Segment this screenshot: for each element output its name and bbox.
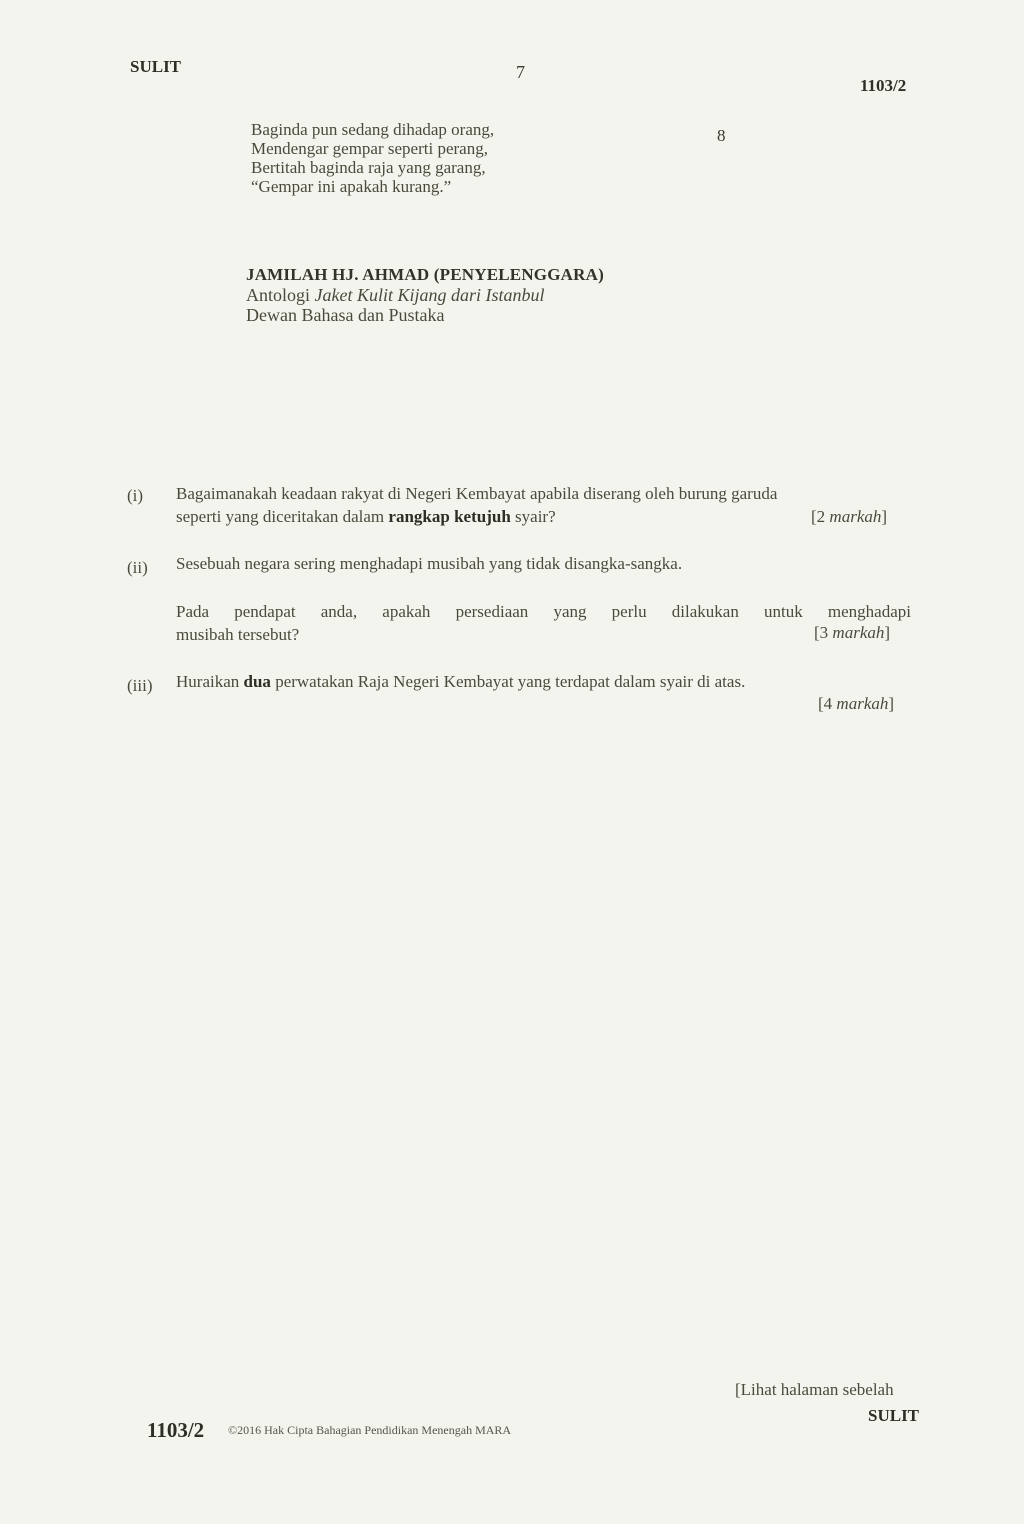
source-publisher: Dewan Bahasa dan Pustaka [246,305,445,325]
footer-next-page: [Lihat halaman sebelah [735,1380,894,1399]
marks-open: [4 [818,694,837,713]
question-ii-line1: Sesebuah negara sering menghadapi musibah yang tidak disangka-sangka. [176,554,683,573]
stanza-line: Bertitah baginda raja yang garang, [251,158,486,177]
question-iii-marks [818,694,894,714]
question-iii-emphasis: dua [243,672,271,691]
question-ii-line2: Pada pendapat anda, apakah persediaan yang perlu dilakukan untuk menghadapi [176,602,911,621]
question-i-emphasis: rangkap ketujuh [388,507,511,526]
footer-sulit-label: SULIT [868,1406,920,1425]
header-left-label: SULIT [130,57,182,76]
page-number: 7 [516,62,525,82]
marks-close: ] [884,623,891,642]
marks-close: ] [888,694,895,713]
source-author: JAMILAH HJ. AHMAD (PENYELENGGARA) [246,265,604,284]
question-i-text-end: syair? [510,507,556,526]
footer-paper-code: 1103/2 [147,1418,205,1442]
marks-open: [3 [814,623,833,642]
question-ii-line3: musibah tersebut? [176,625,300,644]
anthology-title: Jaket Kulit Kijang dari Istanbul [314,285,545,305]
marks-close: ] [881,507,888,526]
question-i-line1: Bagaimanakah keadaan rakyat di Negeri Kembayat apabila diserang oleh burung garuda [176,484,778,503]
marks-word: markah [832,623,885,642]
marks-word: markah [836,694,889,713]
question-ii-marks [814,623,890,643]
question-i-line2 [176,507,556,527]
anthology-prefix: Antologi [246,285,315,305]
stanza-number: 8 [717,126,726,145]
stanza-line: “Gempar ini apakah kurang.” [251,177,452,196]
marks-word: markah [829,507,882,526]
paper-code: 1103/2 [860,76,907,95]
question-i-marks [811,507,887,527]
source-block [246,265,604,325]
stanza-line: Mendengar gempar seperti perang, [251,139,488,158]
question-iii-text-end: perwatakan Raja Negeri Kembayat yang terdapat dalam syair di atas. [270,672,746,691]
question-number-ii: (ii) [127,558,148,577]
question-number-i: (i) [127,486,144,505]
question-number-iii: (iii) [127,676,153,695]
stanza [251,120,494,196]
marks-open: [2 [811,507,830,526]
stanza-line: Baginda pun sedang dihadap orang, [251,120,495,139]
question-i-text: seperti yang diceritakan dalam [176,507,389,526]
footer-copyright: ©2016 Hak Cipta Bahagian Pendidikan Menengah MARA [228,1423,512,1437]
source-anthology [246,285,604,305]
question-iii-text-start: Huraikan [176,672,244,691]
question-iii-text [176,672,745,692]
